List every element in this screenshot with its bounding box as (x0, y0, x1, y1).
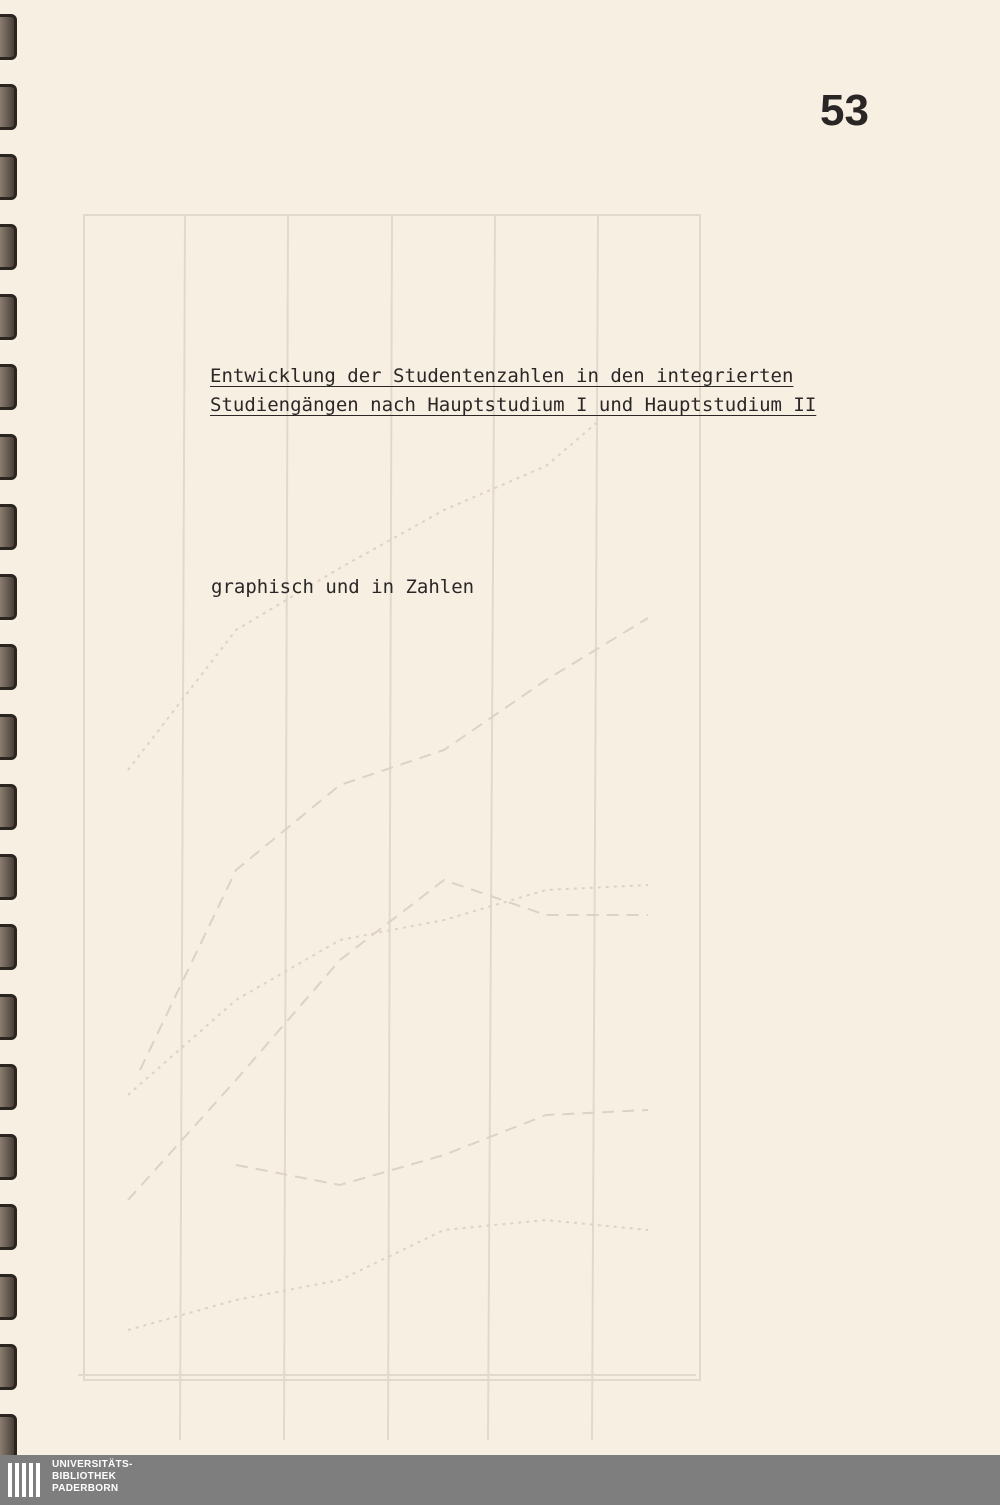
library-name (52, 1459, 133, 1495)
library-logo-icon (6, 1459, 46, 1501)
page-number: 53 (820, 86, 869, 135)
document-title: Entwicklung der Studentenzahlen in den integrierten Studiengängen nach Hauptstudium I und Hauptstudium II (210, 365, 817, 416)
library-name-line-2: BIBLIOTHEK (52, 1471, 117, 1482)
library-name-line-1: UNIVERSITÄTS- (52, 1459, 133, 1470)
library-name-line-3: PADERBORN (52, 1483, 119, 1494)
document-subtitle: graphisch und in Zahlen (211, 576, 475, 598)
library-footer-bar (0, 1455, 1000, 1505)
